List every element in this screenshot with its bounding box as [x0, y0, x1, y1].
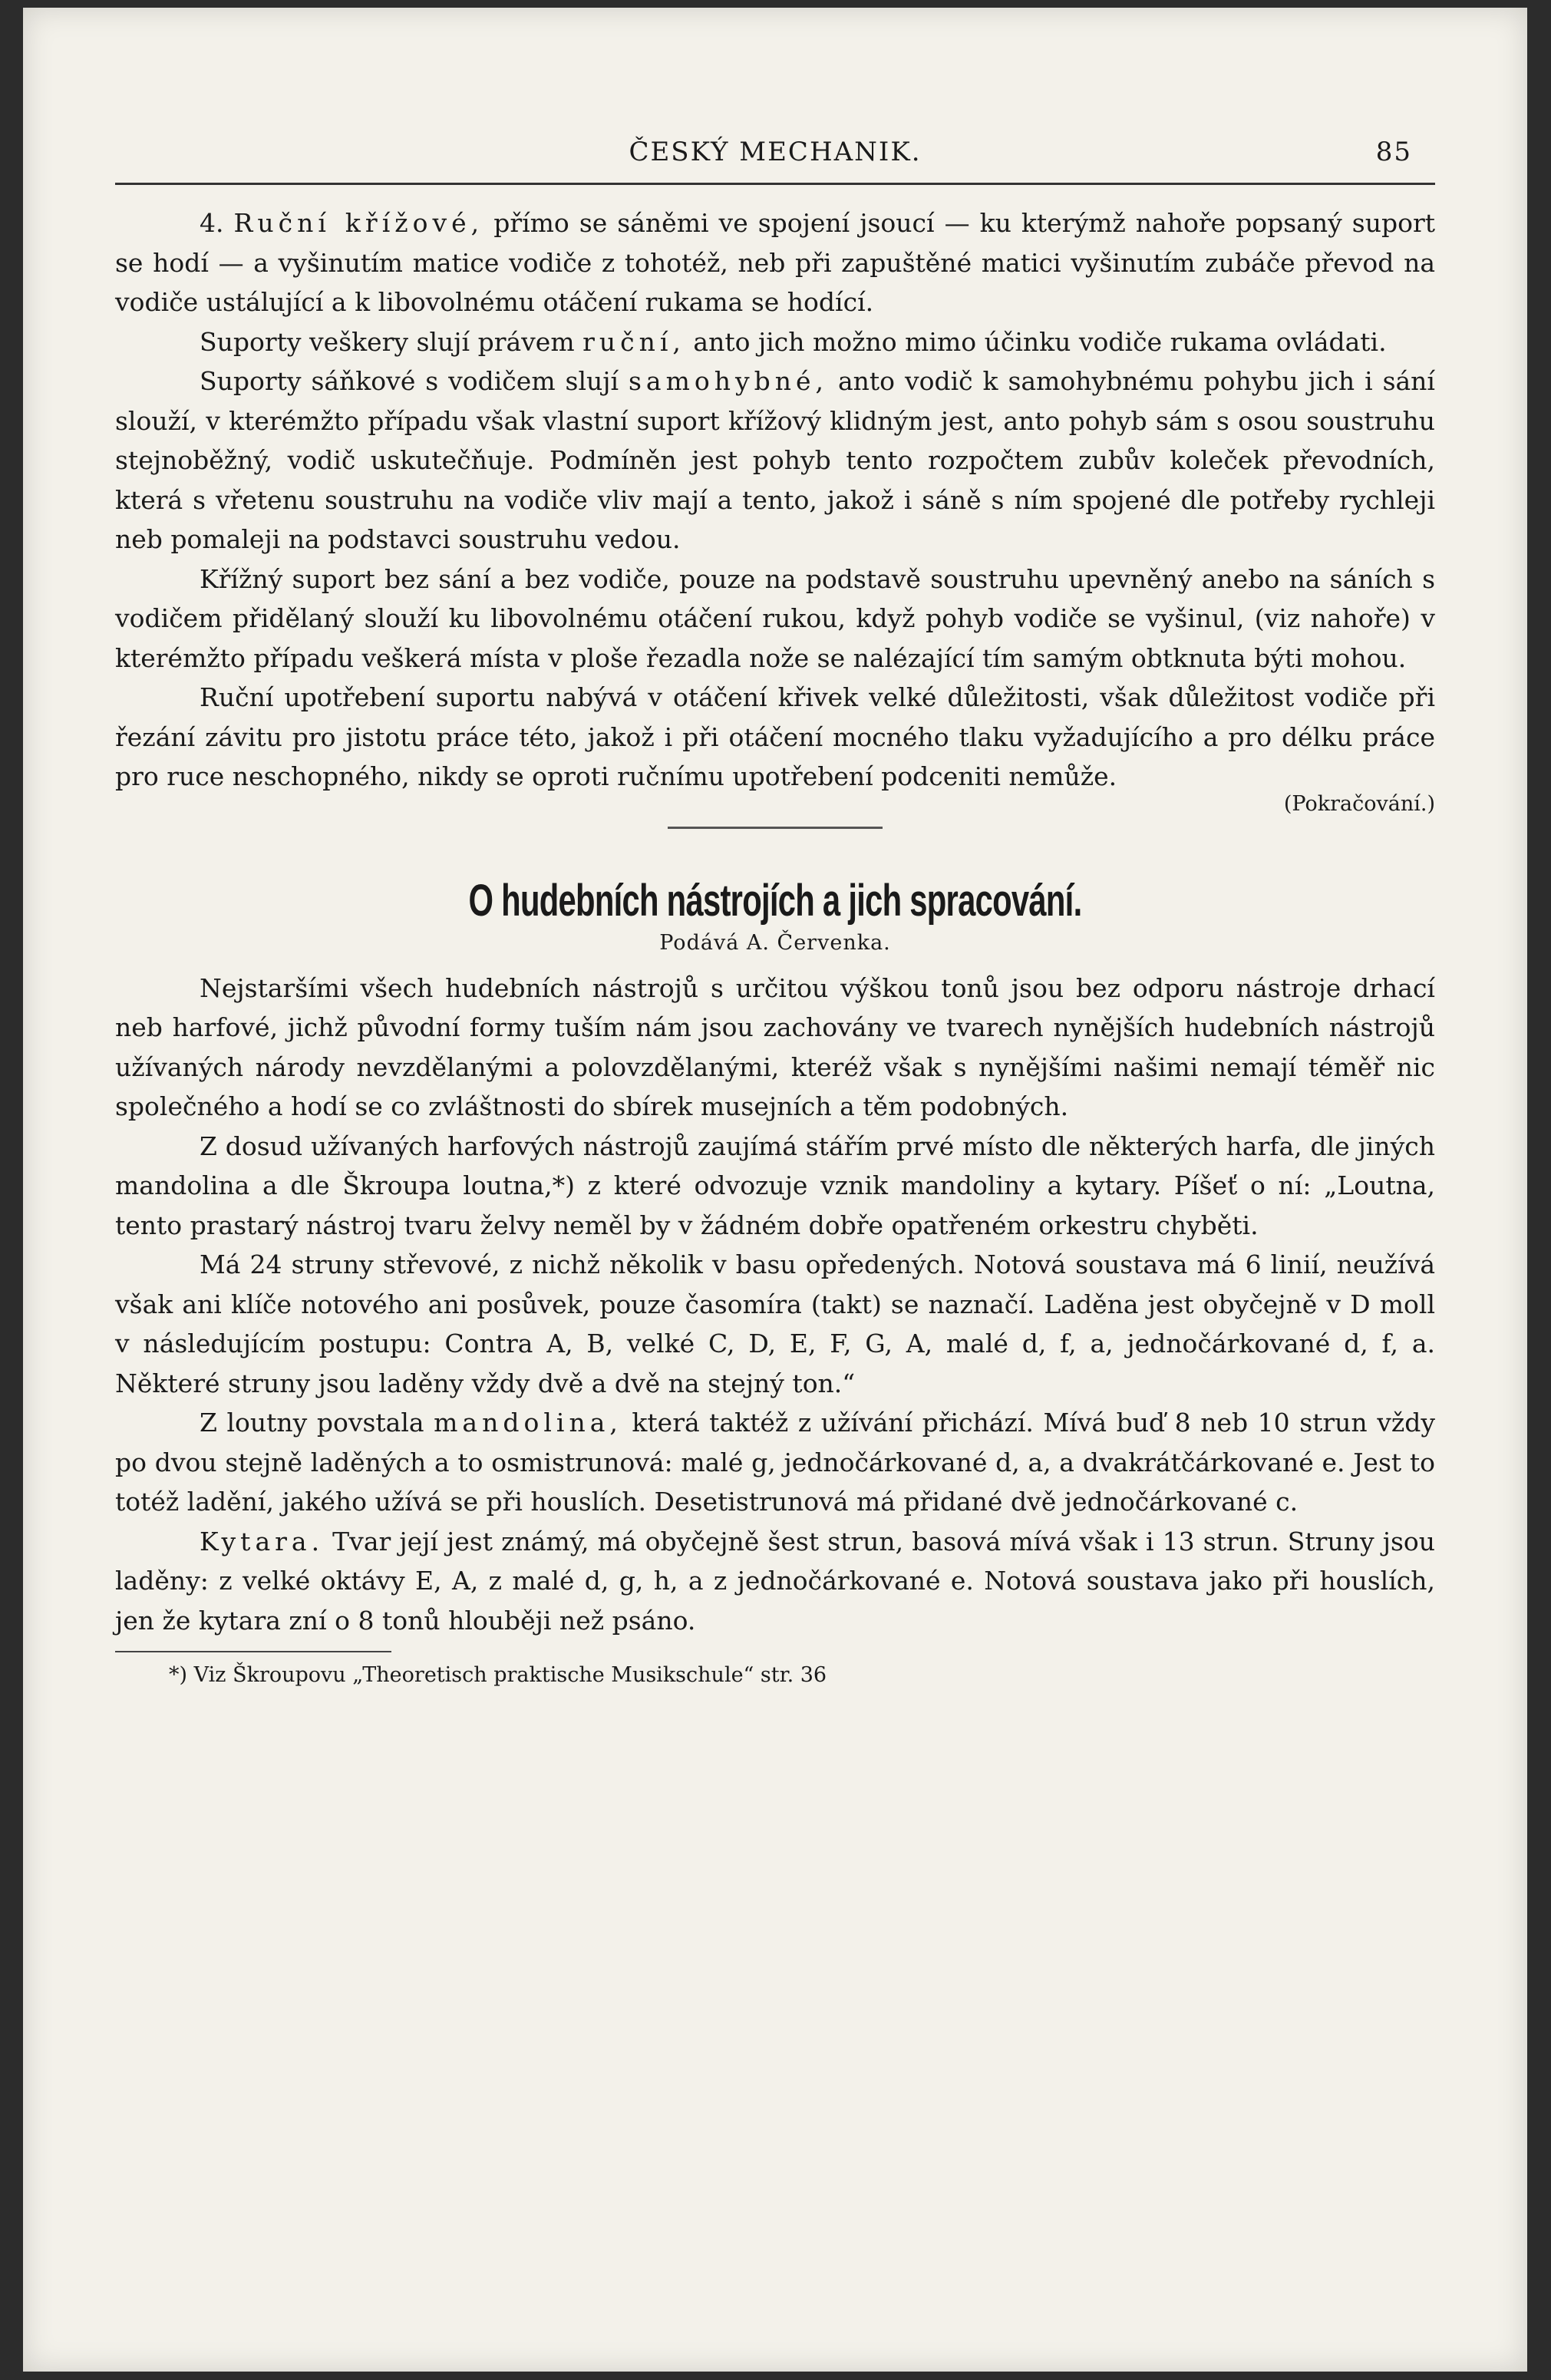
paragraph [115, 969, 1435, 1127]
paragraph [115, 560, 1435, 678]
continuation-note: (Pokračování.) [1283, 791, 1435, 816]
spaced-term: mandolina, [434, 1408, 622, 1438]
article-title: O hudebních nástrojích a jich spracování. [468, 875, 1082, 926]
spaced-term: samohybné, [628, 366, 829, 396]
paragraph-text: Ruční upotřebení suportu nabývá v otáčení křivek velké důležitosti, však důležitost vodiče při řezání závitu pro jistotu práce této, jakož i při otáčení mocného tlaku vyžadujícího a pro délku práce pro ruce neschopného, nikdy se oproti ručnímu upotřebení podceniti nemůže. [115, 682, 1435, 791]
paragraph-lead: Suporty veškery slují právem [200, 326, 583, 357]
article-byline: Podává A. Červenka. [659, 930, 891, 955]
paragraph-text: anto vodič k samohybnému pohybu jich i sání slouží, v kterémžto případu však vlastní suport křížový klidným jest, anto pohyb sám s osou soustruhu stejnoběžný, vodič uskutečňuje. Podmíněn jest pohyb tento rozpočtem zubův koleček převodních, která s vřetenu soustruhu na vodiče vliv mají a tento, jakož i sáně s ním spojené dle potřeby rychleji neb pomaleji na podstavci soustruhu vedou. [115, 366, 1435, 554]
paragraph [115, 1403, 1435, 1522]
paragraph [115, 203, 1435, 322]
paragraph [115, 361, 1435, 560]
paragraph-lead: 4. [200, 208, 234, 238]
paragraph-text: Nejstaršími všech hudebních nástrojů s určitou výškou tonů jsou bez odporu nástroje drhací neb harfové, jichž původní formy tuším nám jsou zachovány ve tvarech nynějších hudebních nástrojů užívaných národy nevzdělanými a polovzdělanými, kteréž však s nynějšími našimi nemají téměř nic společného a hodí se co zvláštnosti do sbírek musejních a těm podobných. [115, 972, 1435, 1121]
paragraph [115, 678, 1435, 797]
paragraph-text: anto jich možno mimo účinku vodiče rukama ovládati. [685, 326, 1387, 357]
paragraph-text: Z dosud užívaných harfových nástrojů zaujímá stářím prvé místo dle některých harfa, dle jiných mandolina a dle Škroupa loutna,*) z které odvozuje vznik mandoliny a kytary. Píšeť o ní: „Loutna, tento prastarý nástroj tvaru želvy neměl by v žádném dobře opatřeném orkestru chyběti. [115, 1131, 1435, 1240]
paragraph-text: Má 24 struny střevové, z nichž několik v basu opředených. Notová soustava má 6 linií, neužívá však ani klíče notového ani posůvek, pouze časomíra (takt) se naznačí. Laděna jest obyčejně v D moll v následujícím postupu: Contra A, B, velké C, D, E, F, G, A, malé d, f, a, jednočárkované d, f, a. Některé struny jsou laděny vždy dvě a dvě na stejný ton.“ [115, 1249, 1435, 1398]
spaced-term: Kytara. [200, 1526, 325, 1556]
paragraph [115, 1522, 1435, 1641]
section-divider [668, 827, 883, 829]
spaced-term: Ruční křížové, [233, 208, 484, 238]
paragraph [115, 322, 1435, 362]
paragraph-text: Křížný suport bez sání a bez vodiče, pouze na podstavě soustruhu upevněný anebo na sáních s vodičem přidělaný slouží ku libovolnému otáčení rukou, když pohyb vodiče se vyšinul, (viz nahoře) v kterémžto případu veškerá místa v ploše řezadla nože se nalézající tím samým obtknuta býti mohou. [115, 563, 1435, 673]
page-number: 85 [1375, 137, 1412, 167]
footnote: *) Viz Škroupovu „Theoretisch praktische Musikschule“ str. 36 [169, 1663, 827, 1687]
paragraph-lead: Suporty sáňkové s vodičem slují [200, 366, 629, 396]
paragraph [115, 1245, 1435, 1403]
paragraph-lead: Z loutny povstala [200, 1408, 434, 1438]
running-head [115, 130, 1435, 177]
page [23, 8, 1527, 2372]
paragraph-text: Tvar její jest známý, má obyčejně šest strun, basová mívá však i 13 strun. Struny jsou laděny: z velké oktávy E, A, z malé d, g, h, a z jednočárkované e. Notová soustava jako při houslích, jen že kytara zní o 8 tonů hlouběji než psáno. [115, 1526, 1435, 1636]
paragraph [115, 1127, 1435, 1246]
journal-title: ČESKÝ MECHANIK. [629, 137, 922, 167]
spaced-term: ruční, [582, 326, 685, 357]
paragraph-text: přímo se sáněmi ve spojení jsoucí — ku kterýmž nahoře popsaný suport se hodí — a vyšinutím matice vodiče z tohotéž, neb při zapuštěné matici vyšinutím zubáče převod na vodiče ustálující a k libovolnému otáčení rukama se hodící. [115, 208, 1436, 317]
header-rule [115, 183, 1435, 185]
footnote-rule [115, 1651, 391, 1652]
content [115, 130, 1435, 1687]
paragraph-text: která taktéž z užívání přichází. Mívá buď 8 neb 10 strun vždy po dvou stejně laděných a to osmistrunová: malé g, jednočárkované d, a, a dvakrátčárkované e. Jest to totéž ladění, jakého užívá se při houslích. Desetistrunová má přidané dvě jednočárkované c. [115, 1408, 1436, 1517]
